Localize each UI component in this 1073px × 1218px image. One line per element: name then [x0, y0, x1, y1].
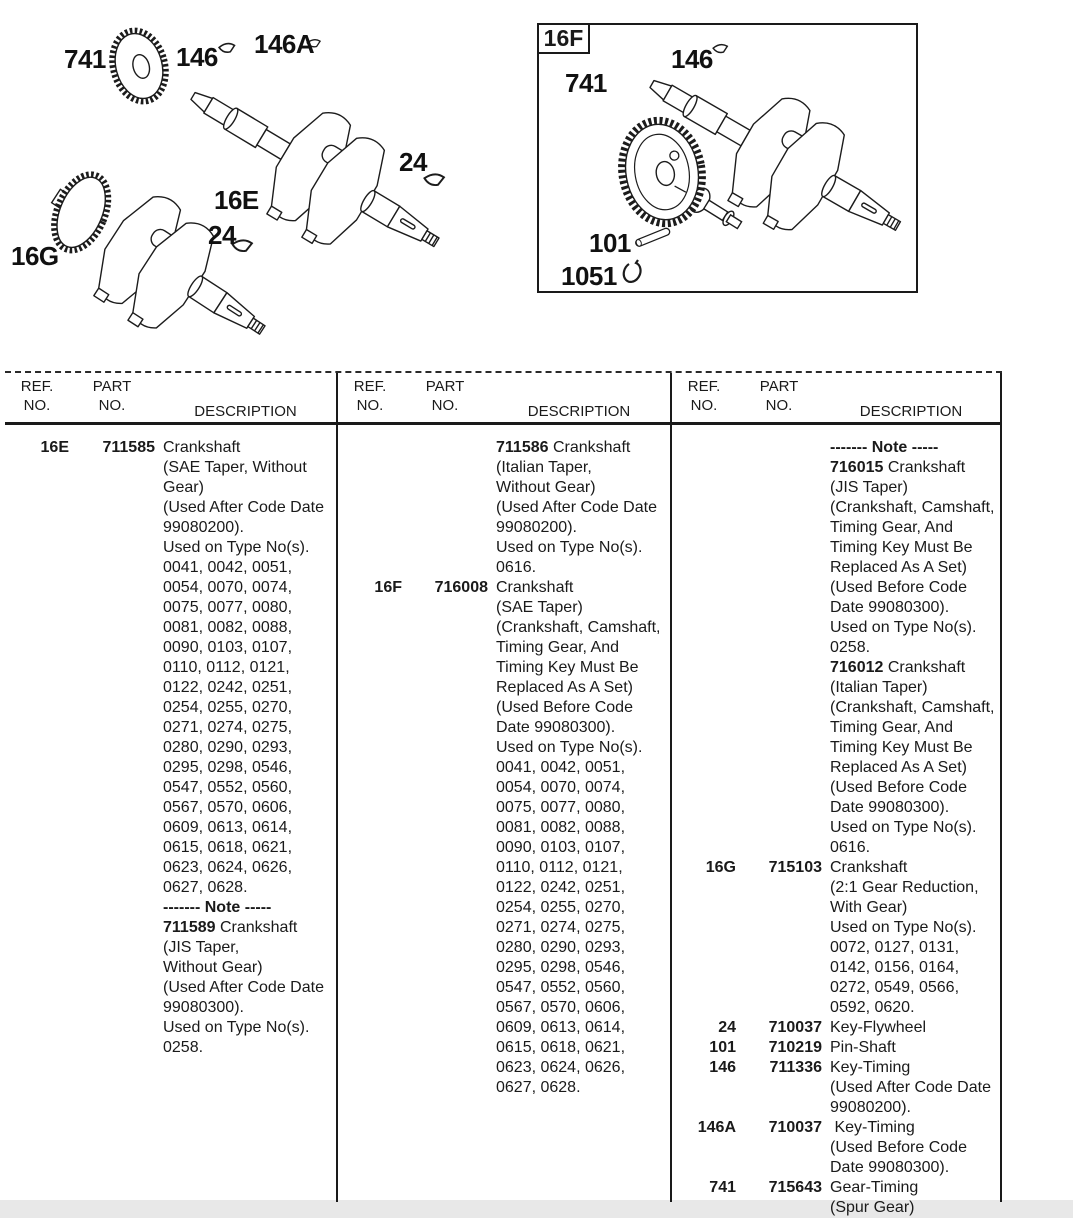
description-line: Used on Type No(s). [830, 819, 977, 836]
callout-24-right: 24 [399, 147, 427, 177]
description-line: 0122, 0242, 0251, [496, 879, 626, 896]
description-line: 716012 Crankshaft [830, 659, 966, 676]
description-line: 711586 Crankshaft [496, 439, 631, 456]
description-line: ------- Note ----- [830, 439, 939, 456]
description-line: 99080200). [496, 519, 577, 536]
description-line: (Crankshaft, Camshaft, [830, 699, 995, 716]
description-line: 0041, 0042, 0051, [496, 759, 626, 776]
description-line: (Crankshaft, Camshaft, [496, 619, 661, 636]
description-line: Timing Gear, And [830, 719, 954, 736]
description-line: 0075, 0077, 0080, [163, 599, 293, 616]
description-line: Replaced As A Set) [830, 759, 967, 776]
timing-gear-741-drawing [105, 24, 174, 107]
ref-no-cell: 146A [697, 1119, 736, 1136]
description-line: (Used Before Code [496, 699, 633, 716]
description-line: 0616. [496, 559, 537, 576]
ref-no-cell: 16F [374, 579, 402, 596]
description-line: (JIS Taper) [830, 479, 908, 496]
description-line: 0254, 0255, 0270, [163, 699, 293, 716]
description-line: Replaced As A Set) [830, 559, 967, 576]
description-line: Date 99080300). [830, 1159, 950, 1176]
description-line: Key-Flywheel [830, 1019, 927, 1036]
description-line: Without Gear) [496, 479, 596, 496]
description-line: (2:1 Gear Reduction, [830, 879, 979, 896]
description-line: (Used Before Code [830, 1139, 967, 1156]
part-no-cell: 710037 [768, 1119, 822, 1136]
callout-16g: 16G [11, 241, 59, 271]
description-line: 0280, 0290, 0293, [163, 739, 293, 756]
table-rows [5, 425, 336, 1058]
description-line: Date 99080300). [496, 719, 616, 736]
description-line: Date 99080300). [830, 599, 950, 616]
table-rows [672, 425, 1000, 1218]
description-line: 0627, 0628. [163, 879, 248, 896]
description-cell [822, 1178, 1000, 1218]
description-line: 0623, 0624, 0626, [496, 1059, 626, 1076]
description-line: (JIS Taper, [163, 939, 240, 956]
description-line: (Italian Taper) [830, 679, 928, 696]
description-line: 0090, 0103, 0107, [163, 639, 293, 656]
description-line: 0054, 0070, 0074, [496, 779, 626, 796]
woodruff-key-146-icon [218, 41, 234, 54]
part-no-header: PART NO. [425, 378, 465, 414]
description-line: 0623, 0624, 0626, [163, 859, 293, 876]
description-cell [822, 1118, 1000, 1178]
table-row [672, 1118, 1000, 1178]
description-line: 0295, 0298, 0546, [496, 959, 626, 976]
description-cell [822, 858, 1000, 1018]
description-line: Used on Type No(s). [163, 1019, 310, 1036]
parts-table-column-2 [338, 373, 672, 1202]
description-line: Timing Gear, And [830, 519, 954, 536]
table-row [338, 438, 670, 578]
description-line: 0142, 0156, 0164, [830, 959, 960, 976]
description-line: 99080200). [830, 1099, 911, 1116]
description-cell [155, 438, 336, 1058]
description-line: 0110, 0112, 0121, [163, 659, 290, 676]
description-line: Key-Timing [830, 1119, 915, 1136]
description-line: (Crankshaft, Camshaft, [830, 499, 995, 516]
table-row [338, 578, 670, 1098]
description-line: Used on Type No(s). [496, 539, 643, 556]
description-line: (Italian Taper, [496, 459, 592, 476]
parts-table [5, 371, 1002, 1216]
description-cell [822, 1038, 1000, 1058]
description-line: 0609, 0613, 0614, [496, 1019, 626, 1036]
ref-no-cell: 16E [40, 439, 69, 456]
table-row [672, 858, 1000, 1018]
description-line: 0615, 0618, 0621, [496, 1039, 626, 1056]
part-no-cell: 710037 [768, 1019, 822, 1036]
inset-box-16f-label: 16F [537, 23, 590, 54]
description-line: Used on Type No(s). [830, 919, 977, 936]
description-line: 0041, 0042, 0051, [163, 559, 293, 576]
part-no-cell: 715103 [768, 859, 822, 876]
description-line: 716015 Crankshaft [830, 459, 966, 476]
description-line: 0567, 0570, 0606, [163, 799, 293, 816]
description-line: With Gear) [830, 899, 908, 916]
description-line: Used on Type No(s). [496, 739, 643, 756]
description-line: 0547, 0552, 0560, [496, 979, 626, 996]
description-line: Crankshaft [496, 579, 574, 596]
part-no-header: PART NO. [92, 378, 132, 414]
description-line: Crankshaft [163, 439, 241, 456]
part-no-cell: 711585 [102, 439, 155, 456]
ref-no-cell: 16G [705, 859, 736, 876]
description-line: Timing Gear, And [496, 639, 620, 656]
description-line: Crankshaft [830, 859, 908, 876]
description-line: 0616. [830, 839, 871, 856]
description-line: 0592, 0620. [830, 999, 915, 1016]
callout-741-box: 741 [565, 68, 607, 98]
table-row [5, 438, 336, 1058]
description-line: ------- Note ----- [163, 899, 272, 916]
table-header [338, 373, 670, 425]
description-line: 0280, 0290, 0293, [496, 939, 626, 956]
table-row [672, 1178, 1000, 1218]
ref-no-cell: 101 [709, 1039, 736, 1056]
callout-741: 741 [64, 44, 106, 74]
ref-no-header: REF. NO. [353, 378, 387, 414]
description-line: (Used Before Code [830, 579, 967, 596]
description-line: 711589 Crankshaft [163, 919, 298, 936]
description-line: Gear-Timing [830, 1179, 919, 1196]
ref-no-cell: 741 [709, 1179, 736, 1196]
description-line: Timing Key Must Be [830, 539, 973, 556]
description-line: 0110, 0112, 0121, [496, 859, 623, 876]
description-line: 0295, 0298, 0546, [163, 759, 293, 776]
part-no-cell: 716008 [434, 579, 488, 596]
description-cell [488, 578, 670, 1098]
description-line: Used on Type No(s). [830, 619, 977, 636]
ref-no-cell: 146 [709, 1059, 736, 1076]
description-header: DESCRIPTION [194, 403, 297, 420]
crankshaft-16g-drawing [20, 146, 294, 384]
table-header [5, 373, 336, 425]
description-line: (Used Before Code [830, 779, 967, 796]
description-line: 0271, 0274, 0275, [496, 919, 626, 936]
part-no-cell: 715643 [768, 1179, 822, 1196]
description-line: 0122, 0242, 0251, [163, 679, 293, 696]
callout-146a: 146A [254, 29, 315, 59]
callout-24-left: 24 [208, 220, 236, 250]
ref-no-header: REF. NO. [20, 378, 54, 414]
parts-table-column-3 [672, 373, 1002, 1216]
description-line: Date 99080300). [830, 799, 950, 816]
description-line: Timing Key Must Be [830, 739, 973, 756]
description-line: 0271, 0274, 0275, [163, 719, 293, 736]
description-line: Key-Timing [830, 1059, 911, 1076]
description-header: DESCRIPTION [527, 403, 631, 420]
description-cell [822, 1058, 1000, 1118]
table-row [672, 1018, 1000, 1038]
description-line: 0081, 0082, 0088, [496, 819, 626, 836]
part-no-cell: 710219 [768, 1039, 822, 1056]
description-line: (Used After Code Date [496, 499, 657, 516]
description-line: (Used After Code Date [830, 1079, 991, 1096]
table-row [672, 438, 1000, 858]
description-line: 0054, 0070, 0074, [163, 579, 293, 596]
description-line: 99080300). [163, 999, 244, 1016]
description-line: 0272, 0549, 0566, [830, 979, 960, 996]
table-header [672, 373, 1000, 425]
table-row [672, 1058, 1000, 1118]
description-line: Replaced As A Set) [496, 679, 633, 696]
table-rows [338, 425, 670, 1098]
parts-table-column-1 [5, 373, 338, 1202]
description-line: 0615, 0618, 0621, [163, 839, 293, 856]
description-line: (SAE Taper, Without [163, 459, 307, 476]
exploded-parts-diagram [0, 0, 1073, 368]
description-cell [488, 438, 670, 578]
table-row [672, 1038, 1000, 1058]
description-cell [822, 1018, 1000, 1038]
description-line: 0547, 0552, 0560, [163, 779, 293, 796]
description-line: 0258. [830, 639, 871, 656]
description-line: (Used After Code Date [163, 499, 324, 516]
description-header: DESCRIPTION [859, 403, 963, 420]
description-line: (Spur Gear) [830, 1199, 915, 1216]
description-line: (Used After Code Date [163, 979, 324, 996]
description-line: (SAE Taper) [496, 599, 583, 616]
callout-16e: 16E [214, 185, 259, 215]
description-line: 0072, 0127, 0131, [830, 939, 960, 956]
description-line: 0609, 0613, 0614, [163, 819, 293, 836]
description-line: 0075, 0077, 0080, [496, 799, 626, 816]
part-no-header: PART NO. [759, 378, 799, 414]
description-cell [822, 438, 1000, 858]
description-line: Pin-Shaft [830, 1039, 896, 1056]
callout-101: 101 [589, 228, 631, 258]
description-line: 0254, 0255, 0270, [496, 899, 626, 916]
description-line: 0090, 0103, 0107, [496, 839, 626, 856]
description-line: Gear) [163, 479, 204, 496]
description-line: Without Gear) [163, 959, 263, 976]
callout-1051: 1051 [561, 261, 617, 291]
description-line: 99080200). [163, 519, 244, 536]
ref-no-cell: 24 [718, 1019, 736, 1036]
ref-no-header: REF. NO. [687, 378, 721, 414]
callout-146-box: 146 [671, 44, 713, 74]
description-line: Timing Key Must Be [496, 659, 639, 676]
description-line: 0258. [163, 1039, 204, 1056]
description-line: 0567, 0570, 0606, [496, 999, 626, 1016]
description-line: Used on Type No(s). [163, 539, 310, 556]
description-line: 0081, 0082, 0088, [163, 619, 293, 636]
callout-146: 146 [176, 42, 218, 72]
part-no-cell: 711336 [769, 1059, 822, 1076]
description-line: 0627, 0628. [496, 1079, 581, 1096]
